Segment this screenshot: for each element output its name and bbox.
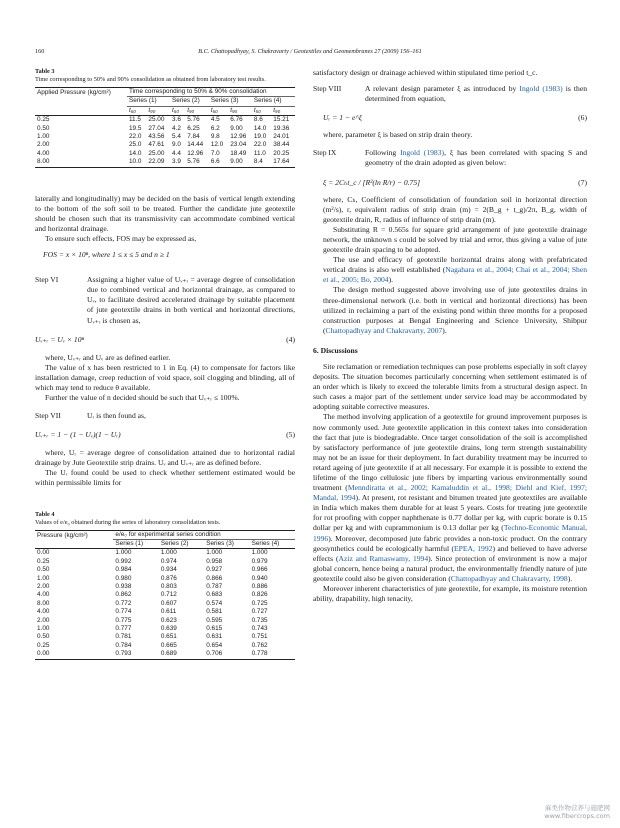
text-run: A relevant design parameter ξ as introduced by bbox=[365, 84, 520, 94]
body-paragraph: Site reclamation or remediation techniques can pose problems especially in soft clayey deposits. The situation becomes particularly concerning when settlement estimated is of an order which is likely to exceed the tolerable limits from a structural design aspect. In such cases a major part of the settlement under service load may be accommodated by adopting suitable corrective measures. bbox=[313, 361, 587, 412]
table-cell: 0.683 bbox=[206, 591, 223, 599]
table-cell: 0.974 bbox=[160, 557, 177, 565]
text-run: ). Moreover, decomposed jute fabric provides a non-toxic product. On the contrary geosynthetics could be ecologically harmful ( bbox=[313, 533, 587, 553]
left-column bbox=[35, 68, 295, 660]
table-cell: 17.64 bbox=[273, 158, 290, 166]
table-cell: 10.0 bbox=[128, 158, 142, 166]
table-cell: 0.777 bbox=[115, 625, 132, 632]
citation-link[interactable]: EPEA, 1992 bbox=[453, 543, 493, 553]
table-cell-pressure: 1.00 bbox=[37, 625, 50, 632]
table-cell: 0.581 bbox=[206, 608, 223, 616]
equation-4 bbox=[35, 332, 295, 348]
citation-link[interactable]: Chattopadhyay and Chakravarty, 2007 bbox=[325, 325, 443, 335]
table-cell: 6.2 bbox=[210, 124, 220, 132]
table3-subheader: t₉₀ bbox=[187, 106, 195, 114]
equation-body: Uᵣ = 1 − e^ξ bbox=[323, 113, 362, 123]
equation-number: (7) bbox=[578, 177, 587, 187]
table-cell: 14.0 bbox=[253, 124, 267, 132]
equation-7 bbox=[323, 175, 587, 191]
body-paragraph: To ensure such effects, FOS may be expressed as, bbox=[45, 234, 197, 244]
table3-header-group: Time corresponding to 50% & 90% consolidation bbox=[127, 88, 295, 97]
table-cell: 0.623 bbox=[160, 616, 177, 624]
citation-link[interactable]: Ingold (1983) bbox=[519, 84, 563, 94]
table-cell: 38.44 bbox=[273, 141, 290, 149]
table-cell-pressure: 0.25 bbox=[37, 641, 50, 649]
table-cell: 1.000 bbox=[115, 549, 132, 557]
table-cell-pressure: 2.00 bbox=[37, 582, 50, 590]
body-paragraph: The Uᵣ found could be used to check whether settlement estimated would be within permissible limits for bbox=[35, 468, 295, 488]
body-paragraph: laterally and longitudinally) may be decided on the basis of vertical length extending to the bottom of the soft soil to be treated. Further the candidate jute geotextile should be chosen such that its transmissivity can accommodate combined vertical and horizontal drainage. bbox=[35, 193, 295, 233]
table-row bbox=[35, 600, 295, 608]
step-vii bbox=[35, 411, 295, 421]
body-paragraph bbox=[313, 412, 587, 584]
citation-link[interactable]: Aziz and Ramaswamy, 1994 bbox=[338, 553, 429, 563]
table3-series-header: Series (1) bbox=[127, 97, 170, 106]
table3-subheader: t₅₀ bbox=[172, 106, 180, 114]
text-run: , ξ has been correlated with spacing S and geometry of the drain adopted as given below: bbox=[365, 148, 588, 168]
table-row bbox=[35, 158, 295, 167]
table-cell-pressure: 0.25 bbox=[37, 116, 50, 124]
table4-series-header: Series (2) bbox=[160, 539, 189, 547]
table-row bbox=[35, 116, 295, 125]
step-text bbox=[365, 148, 587, 168]
table-cell-pressure: 0.00 bbox=[37, 549, 50, 557]
citation-link[interactable]: Nagahara et al., 2004; Chai et al., 2004; Shen et al., 2005; Bo, 2004 bbox=[323, 265, 588, 285]
table-row bbox=[35, 141, 295, 149]
table-row bbox=[35, 558, 295, 566]
table3-subheader: t₅₀ bbox=[210, 106, 218, 114]
table-cell-pressure: 0.50 bbox=[37, 124, 50, 132]
table-cell: 6.76 bbox=[230, 116, 243, 124]
table-cell: 0.784 bbox=[115, 641, 132, 649]
body-paragraph bbox=[313, 285, 587, 335]
table-cell: 20.25 bbox=[273, 149, 290, 157]
table-cell: 0.651 bbox=[160, 633, 177, 641]
table-cell: 0.876 bbox=[160, 574, 177, 582]
table-cell: 15.21 bbox=[273, 116, 290, 124]
table-cell: 3.6 bbox=[172, 116, 181, 124]
step-label: Step VII bbox=[35, 411, 61, 421]
text-run: ). bbox=[567, 573, 573, 583]
table-cell: 0.727 bbox=[251, 608, 268, 616]
table-row bbox=[35, 633, 295, 641]
table-cell: 0.725 bbox=[251, 599, 268, 607]
table4-series-header: Series (1) bbox=[115, 539, 144, 547]
table-cell: 0.938 bbox=[115, 582, 132, 590]
body-paragraph: where, Cₕ, Coefficient of consolidation of foundation soil in horizontal direction (m²/s), r, equivalent radius of strip drain (m) = 2(B_g + t_g)/2π, B_g, width of geotextile drain, R, radius of influence of strip drain (m). bbox=[323, 194, 587, 224]
table-cell: 0.631 bbox=[206, 633, 223, 641]
table-cell: 43.56 bbox=[148, 133, 165, 141]
table-row bbox=[35, 150, 295, 158]
table4-label: Table 4 bbox=[35, 510, 55, 518]
text-run: is then determined from equation, bbox=[365, 84, 587, 104]
equation-5 bbox=[35, 427, 295, 443]
table-cell: 27.04 bbox=[148, 124, 165, 132]
table-cell: 5.4 bbox=[172, 133, 181, 141]
text-run: ) and believed to have adverse effects ( bbox=[313, 543, 588, 563]
table-cell: 6.25 bbox=[187, 124, 200, 132]
table3-subheader: t₅₀ bbox=[128, 106, 137, 114]
fos-equation: FOS = x × 10ⁿ, where 1 ≤ x ≤ 5 and n ≥ 1 bbox=[43, 250, 170, 260]
table-cell: 0.706 bbox=[206, 650, 223, 658]
table-cell: 8.4 bbox=[253, 158, 263, 166]
table-cell: 25.0 bbox=[128, 141, 142, 149]
step-text bbox=[365, 84, 587, 104]
table-cell: 23.04 bbox=[230, 141, 247, 149]
table-cell-pressure: 0.50 bbox=[37, 566, 50, 574]
table-row bbox=[35, 608, 295, 616]
step-text: Uᵣ is then found as, bbox=[87, 411, 146, 421]
table-cell: 0.778 bbox=[251, 650, 268, 658]
table-cell: 0.712 bbox=[160, 591, 177, 599]
step-label: Step VI bbox=[35, 275, 59, 285]
step-label: Step IX bbox=[313, 148, 337, 158]
table-cell: 22.0 bbox=[253, 141, 267, 149]
table-cell: 0.927 bbox=[206, 566, 223, 574]
table-cell: 25.00 bbox=[148, 149, 165, 157]
table4-caption bbox=[35, 511, 295, 527]
table-cell: 4.2 bbox=[172, 124, 181, 132]
table-cell: 0.958 bbox=[206, 557, 223, 565]
step-vi bbox=[35, 275, 295, 325]
table-row bbox=[35, 566, 295, 574]
table-cell: 0.793 bbox=[115, 650, 132, 658]
table-cell: 0.826 bbox=[251, 591, 268, 599]
table-cell: 0.574 bbox=[206, 599, 223, 607]
text-run: ). bbox=[442, 325, 447, 335]
table-cell: 14.44 bbox=[187, 141, 204, 149]
equation-body: Uᵥ₊ᵣ = Uᵥ × 10ⁿ bbox=[35, 334, 84, 344]
table-cell: 19.36 bbox=[273, 124, 290, 132]
body-paragraph: Further the value of n decided should be such that Uᵥ₊ᵣ ≤ 100%. bbox=[45, 392, 240, 402]
table-cell-pressure: 8.00 bbox=[37, 599, 50, 607]
table-cell: 3.9 bbox=[172, 158, 181, 166]
table-row bbox=[35, 617, 295, 625]
citation-link[interactable]: Ingold (1983) bbox=[400, 148, 445, 158]
equation-6 bbox=[323, 110, 587, 126]
table4 bbox=[35, 530, 295, 660]
table-cell: 9.00 bbox=[230, 158, 243, 166]
table-cell: 0.862 bbox=[115, 591, 132, 599]
step-ix bbox=[313, 148, 587, 168]
table-cell: 0.803 bbox=[160, 582, 177, 590]
table-row bbox=[35, 549, 295, 558]
table3-caption bbox=[35, 68, 295, 84]
table-cell: 0.762 bbox=[251, 641, 268, 649]
table-cell: 14.0 bbox=[128, 149, 142, 157]
table3-subheader: t₉₀ bbox=[273, 106, 281, 114]
running-header bbox=[35, 48, 585, 60]
table-cell: 0.775 bbox=[115, 616, 132, 624]
table-cell: 1.000 bbox=[160, 549, 177, 557]
citation-link[interactable]: Menndiratta et al., 2002; Kamaluddin et al., 1998; Diehl and Kief, 1997; Mandal, 1994 bbox=[313, 483, 587, 503]
body-paragraph: where, Uᵣ = average degree of consolidation attained due to horizontal radial drainage by Jute Geotextile strip drains. Uᵥ and Uᵥ₊ᵣ are as defined before. bbox=[35, 448, 295, 468]
table-cell: 12.96 bbox=[230, 133, 247, 141]
table-cell: 0.940 bbox=[251, 574, 268, 582]
table-cell: 9.0 bbox=[172, 141, 181, 149]
table-cell-pressure: 1.00 bbox=[37, 133, 50, 141]
text-run: ). bbox=[388, 275, 394, 285]
table-cell: 18.49 bbox=[230, 149, 247, 157]
table-cell: 7.0 bbox=[210, 149, 220, 157]
table3-subheader: t₉₀ bbox=[230, 106, 238, 114]
page-number: 160 bbox=[35, 48, 45, 55]
table3-header-pressure: Applied Pressure (kg/cm²) bbox=[37, 89, 111, 96]
table-row bbox=[35, 591, 295, 599]
table-cell: 12.0 bbox=[210, 141, 224, 149]
table-cell: 0.966 bbox=[251, 566, 268, 574]
table-cell: 0.751 bbox=[251, 633, 268, 641]
table-cell-pressure: 0.25 bbox=[37, 557, 50, 565]
table-cell: 0.615 bbox=[206, 625, 223, 632]
table-cell: 0.743 bbox=[251, 625, 268, 632]
table-cell-pressure: 8.00 bbox=[37, 158, 50, 166]
text-run: ). At present, rot resistant and bitumen treated jute geotextiles are available in India which makes them durable for at least 5 years. Costs for treating jute geotextile for rot proofing with copper naphthenate is 0.77 dollar per kg, with cupric borate is 0.15 dollar per kg and with cuprammonium is 0.13 dollar per kg ( bbox=[313, 493, 587, 533]
watermark bbox=[544, 804, 610, 820]
table-cell: 5.76 bbox=[187, 116, 200, 124]
table-cell: 7.84 bbox=[187, 133, 200, 141]
table4-header-group: e/e₀ for experimental series condition bbox=[113, 530, 295, 539]
body-paragraph: satisfactory design or drainage achieved within stipulated time period t_c. bbox=[313, 68, 538, 77]
running-title: B.C. Chattopadhyay, S. Chakravarty / Geotextiles and Geomembranes 27 (2009) 156–161 bbox=[198, 48, 422, 55]
table-cell-pressure: 4.00 bbox=[37, 591, 50, 599]
table-cell: 11.5 bbox=[128, 116, 141, 124]
step-text: Assigning a higher value of Uᵥ₊ᵣ = average degree of consolidation due to combined vertical and horizontal drainage, as compared to Uᵥ, to facilitate desired accelerated drainage by suitable placement of jute geotextile drains in both vertical and horizontal directions, Uᵥ₊ᵣ is chosen as, bbox=[87, 275, 295, 325]
table3 bbox=[35, 87, 295, 168]
table-cell: 0.654 bbox=[206, 641, 223, 649]
step-viii bbox=[313, 84, 587, 104]
table-cell: 24.01 bbox=[273, 133, 290, 141]
body-paragraph: Substituting R = 0.565s for square grid arrangement of jute geotextile drainage network, the unknown s could be solved by trial and error, thus giving a value of jute geotextile drain spacing to be adopted. bbox=[323, 224, 587, 255]
right-column bbox=[313, 68, 587, 604]
table-row bbox=[35, 133, 295, 141]
body-paragraph: The value of x has been restricted to 1 in Eq. (4) to compensate for factors like installation damage, creep reduction of void space, soil clogging and blinding, all of which may tend to reduce θ available. bbox=[35, 362, 295, 392]
table-cell: 25.00 bbox=[148, 116, 165, 124]
table-cell: 22.0 bbox=[128, 133, 142, 141]
table-cell: 0.772 bbox=[115, 599, 132, 607]
text-run: ). Since protection of environment is now a major global concern, hence being a natural product, the environmentally friendly nature of jute geotextile could also be given consideration ( bbox=[313, 553, 587, 583]
table3-series-header: Series (4) bbox=[252, 97, 295, 106]
table-cell: 0.886 bbox=[251, 582, 268, 590]
table4-title: Values of e/e₀ obtained during the series of laboratory consolidation tests. bbox=[35, 518, 221, 526]
table3-title: Time corresponding to 50% and 90% consolidation as obtained from laboratory test results. bbox=[35, 76, 266, 83]
table-cell: 22.09 bbox=[148, 158, 165, 166]
citation-link[interactable]: Chattopadhyay and Chakravarty, 1998 bbox=[450, 573, 568, 583]
table-cell: 0.689 bbox=[160, 650, 177, 658]
table-cell: 0.781 bbox=[115, 633, 132, 641]
equation-number: (4) bbox=[286, 334, 295, 344]
table-cell: 1.000 bbox=[251, 549, 268, 557]
section-heading: 6. Discussions bbox=[313, 345, 358, 355]
table-row bbox=[35, 650, 295, 659]
table-cell: 4.5 bbox=[210, 116, 220, 124]
table-cell: 0.992 bbox=[115, 557, 132, 565]
table-cell: 11.0 bbox=[253, 149, 266, 157]
table-row bbox=[35, 642, 295, 650]
table-cell-pressure: 2.00 bbox=[37, 141, 50, 149]
equation-number: (5) bbox=[286, 430, 295, 440]
table-cell: 0.774 bbox=[115, 608, 132, 616]
text-run: Following bbox=[365, 148, 401, 158]
table3-label: Table 3 bbox=[35, 68, 55, 75]
table-cell-pressure: 0.50 bbox=[37, 633, 50, 641]
table-cell: 0.595 bbox=[206, 616, 223, 624]
watermark-line: www.fibercrops.com bbox=[544, 812, 610, 820]
table-cell: 1.000 bbox=[206, 549, 223, 557]
table-row bbox=[35, 625, 295, 633]
text-run: The use and efficacy of geotextile horizontal drains along with prefabricated vertical drains is also well established ( bbox=[323, 255, 587, 275]
table-cell: 47.61 bbox=[148, 141, 165, 149]
table-cell-pressure: 1.00 bbox=[37, 574, 50, 582]
table-cell: 0.639 bbox=[160, 625, 177, 632]
table-cell: 0.984 bbox=[115, 566, 132, 574]
body-paragraph: Moreover inherent characteristics of jute geotextile, for example, its moisture retention ability, drapability, high tenacity, bbox=[313, 584, 587, 604]
table4-series-header: Series (4) bbox=[251, 539, 280, 547]
table-cell: 9.00 bbox=[230, 124, 243, 132]
body-paragraph: where, Uᵥ₊ᵣ and Uᵥ are as defined earlier. bbox=[45, 352, 171, 362]
table-cell: 0.979 bbox=[251, 557, 268, 565]
table-cell: 8.6 bbox=[253, 116, 263, 124]
watermark-line: 麻类作物营养与施肥网 bbox=[545, 804, 610, 812]
table-cell: 0.611 bbox=[160, 608, 177, 616]
table3-series-header: Series (2) bbox=[170, 97, 209, 106]
text-run: The design method suggested above involving use of jute geotextiles drains in three-dimensional network (i.e. both in vertical and horizontal directions) has been utilized in reclaiming a part of the existing pond within three months for a proposed construction purposes at Bengal Engineering and Science University, Shibpur ( bbox=[323, 285, 587, 335]
text-run: The method involving application of a geotextile for ground improvement purposes is now commonly used. Jute geotextile application in this context takes into consideration the fact that jute is biodegradable. Once target consolidation of the soil is accomplished by satisfactory performance of jute geotextile drains, long term strength sustainability may not be an issue for their deployment. In fact durability treatment may be incurred to retard ageing of jute geotextile if at all necessary. For example it is possible to extend the lifetime of the lingo cellulosic jute fibers by imparting various environmentally sound treatment ( bbox=[313, 412, 587, 493]
step-label: Step VIII bbox=[313, 84, 342, 94]
table-cell: 0.735 bbox=[251, 616, 268, 624]
table-cell: 12.96 bbox=[187, 149, 204, 157]
table-cell: 6.6 bbox=[210, 158, 220, 166]
table-cell: 19.0 bbox=[253, 133, 267, 141]
body-paragraph: where, parameter ξ is based on strip drain theory. bbox=[323, 130, 473, 140]
body-paragraph bbox=[313, 255, 587, 285]
table-cell-pressure: 4.00 bbox=[37, 149, 50, 157]
table-cell-pressure: 4.00 bbox=[37, 608, 50, 616]
table-cell: 0.665 bbox=[160, 641, 177, 649]
table-cell: 19.5 bbox=[128, 124, 142, 132]
table-cell: 0.980 bbox=[115, 574, 132, 582]
citation-link[interactable]: Techno-Economic Manual, 1996 bbox=[313, 523, 587, 543]
table3-subheader: t₉₀ bbox=[148, 106, 156, 114]
table-cell-pressure: 2.00 bbox=[37, 616, 50, 624]
table-cell: 4.4 bbox=[172, 149, 181, 157]
table-cell-pressure: 0.00 bbox=[37, 650, 50, 658]
equation-number: (6) bbox=[578, 113, 587, 123]
table-cell: 0.866 bbox=[206, 574, 223, 582]
table3-series-header: Series (3) bbox=[209, 97, 252, 106]
table-row bbox=[35, 125, 295, 133]
table-cell: 0.607 bbox=[160, 599, 177, 607]
table3-subheader: t₅₀ bbox=[253, 106, 261, 114]
table-cell: 5.76 bbox=[187, 158, 200, 166]
equation-body: Uᵥ₊ᵣ = 1 − (1 − Uᵥ)(1 − Uᵣ) bbox=[35, 430, 121, 440]
table-cell: 9.8 bbox=[210, 133, 220, 141]
table-cell: 0.787 bbox=[206, 582, 223, 590]
table4-header-pressure: Pressure (kg/cm²) bbox=[37, 531, 88, 539]
table-row bbox=[35, 575, 295, 583]
table4-series-header: Series (3) bbox=[206, 539, 234, 547]
table-row bbox=[35, 583, 295, 591]
equation-body: ξ = 2Cₕt_c / [R²(ln R/r) − 0.75] bbox=[323, 177, 421, 187]
table-cell: 0.934 bbox=[160, 566, 177, 574]
